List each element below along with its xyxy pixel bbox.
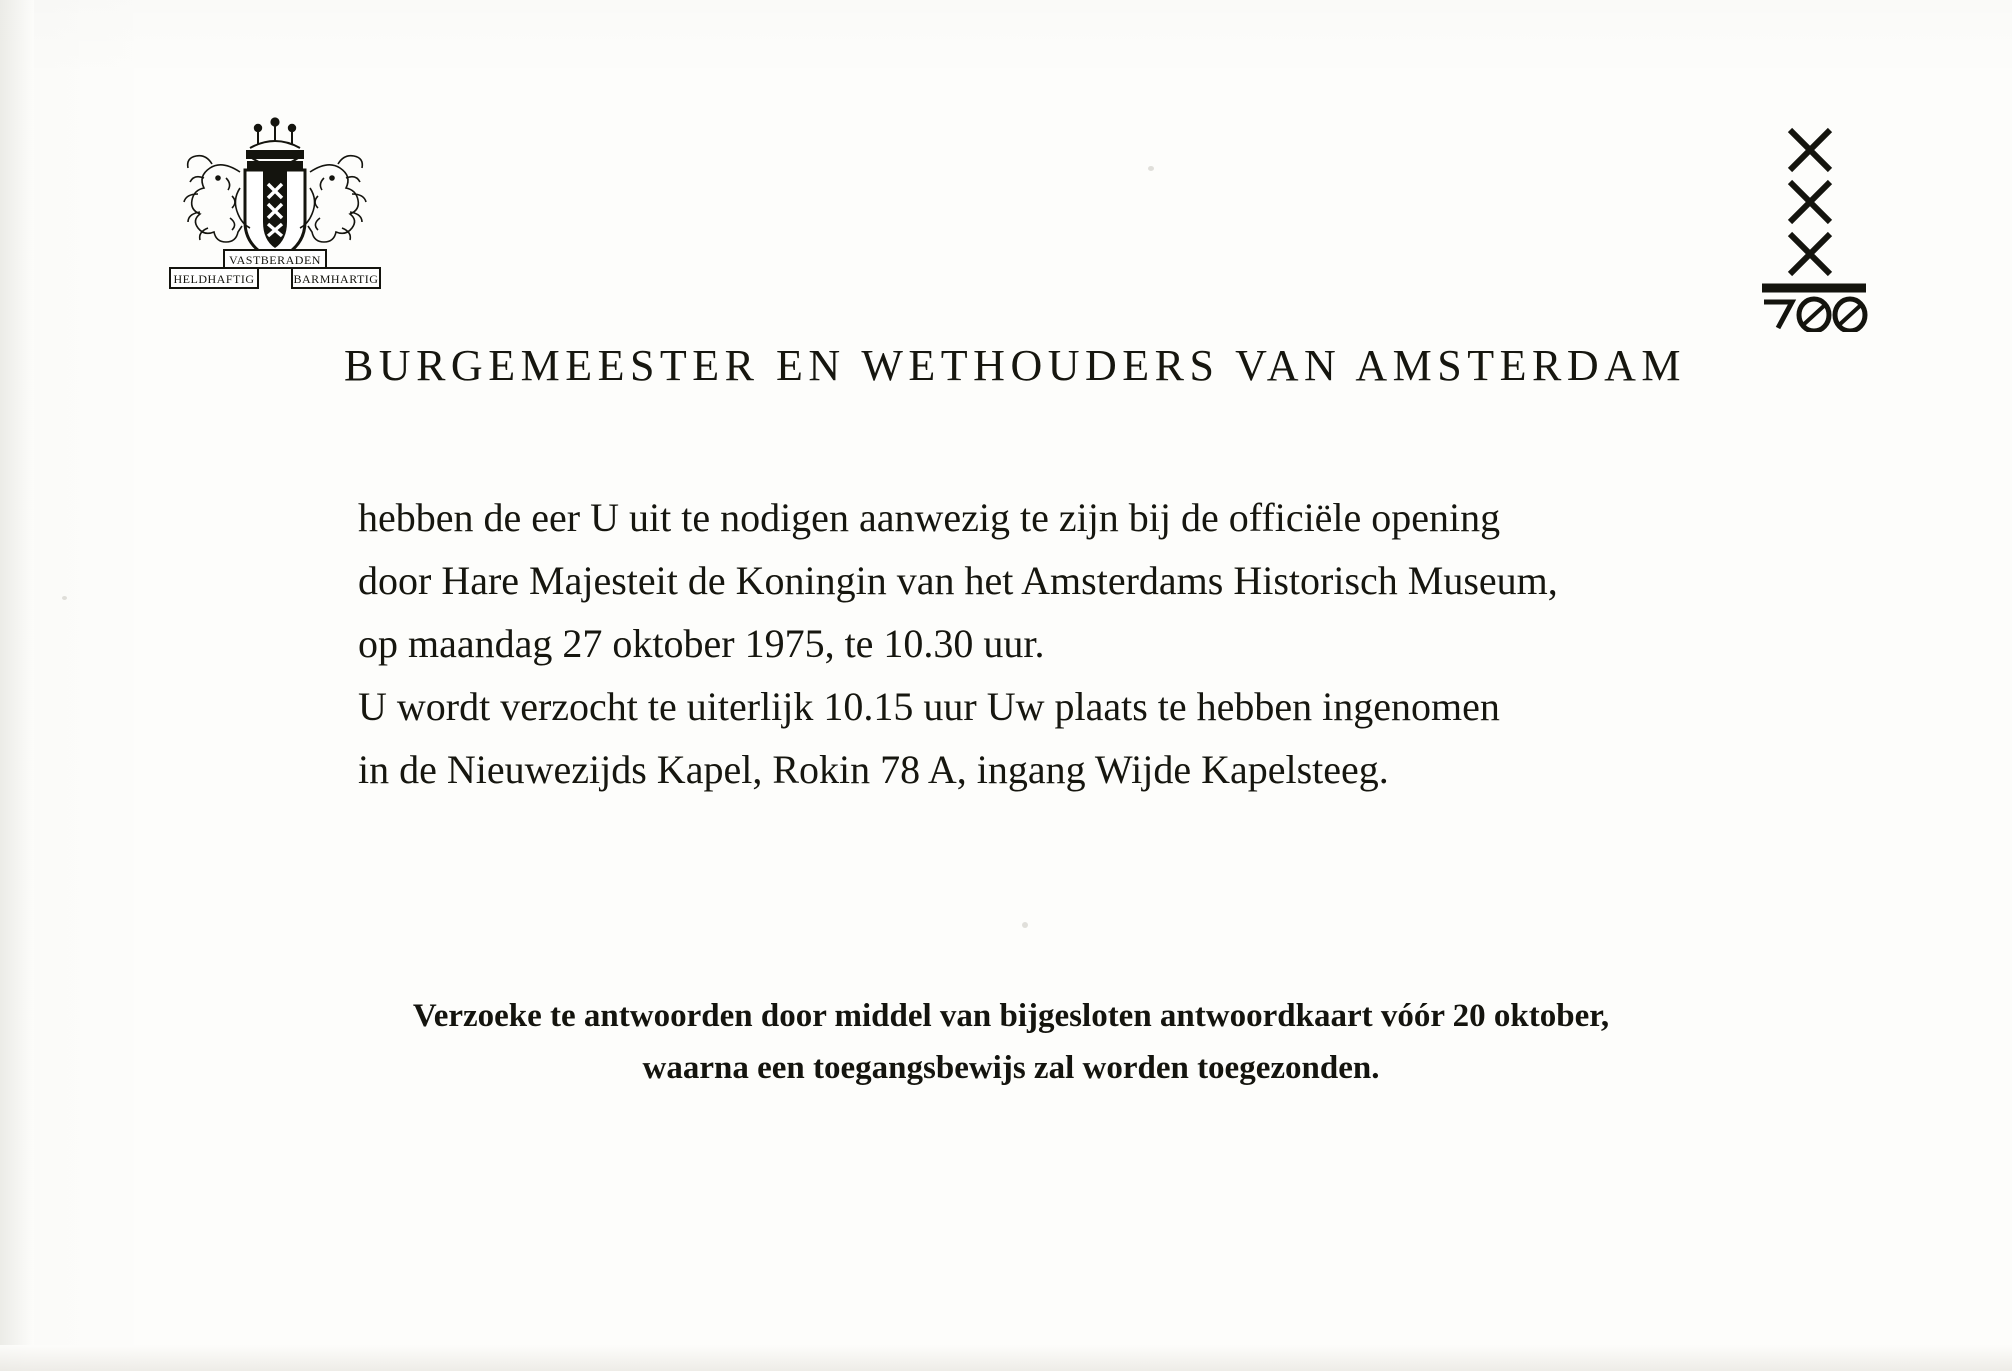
body-line: hebben de eer U uit te nodigen aanwezig te zijn bij de officiële opening <box>358 495 1501 540</box>
svg-text:VASTBERADEN: VASTBERADEN <box>229 253 321 267</box>
body-line: U wordt verzocht te uiterlijk 10.15 uur Uw plaats te hebben ingenomen <box>358 684 1500 729</box>
scan-edge-bottom <box>0 1345 2012 1371</box>
amsterdam-700-emblem-icon <box>1744 112 1884 332</box>
rsvp-note <box>0 990 2012 1094</box>
rsvp-line: Verzoeke te antwoorden door middel van bijgesloten antwoordkaart vóór 20 oktober, <box>412 998 1610 1034</box>
body-line: in de Nieuwezijds Kapel, Rokin 78 A, ingang Wijde Kapelsteeg. <box>358 747 1389 792</box>
scan-speck <box>1148 166 1154 171</box>
scan-speck <box>62 596 67 600</box>
invitation-body <box>358 486 1658 801</box>
body-line: door Hare Majesteit de Koningin van het Amsterdams Historisch Museum, <box>358 558 1558 603</box>
scan-speck <box>1022 922 1028 928</box>
scan-edge-left <box>0 0 34 1371</box>
svg-text:BARMHARTIG: BARMHARTIG <box>293 272 379 286</box>
rsvp-line: waarna een toegangsbewijs zal worden toegezonden. <box>642 1050 1380 1086</box>
body-line: op maandag 27 oktober 1975, te 10.30 uur. <box>358 621 1045 666</box>
page-title: BURGEMEESTER EN WETHOUDERS VAN AMSTERDAM <box>343 341 1687 390</box>
svg-text:HELDHAFTIG: HELDHAFTIG <box>173 272 255 286</box>
amsterdam-coat-of-arms-icon <box>140 108 410 293</box>
